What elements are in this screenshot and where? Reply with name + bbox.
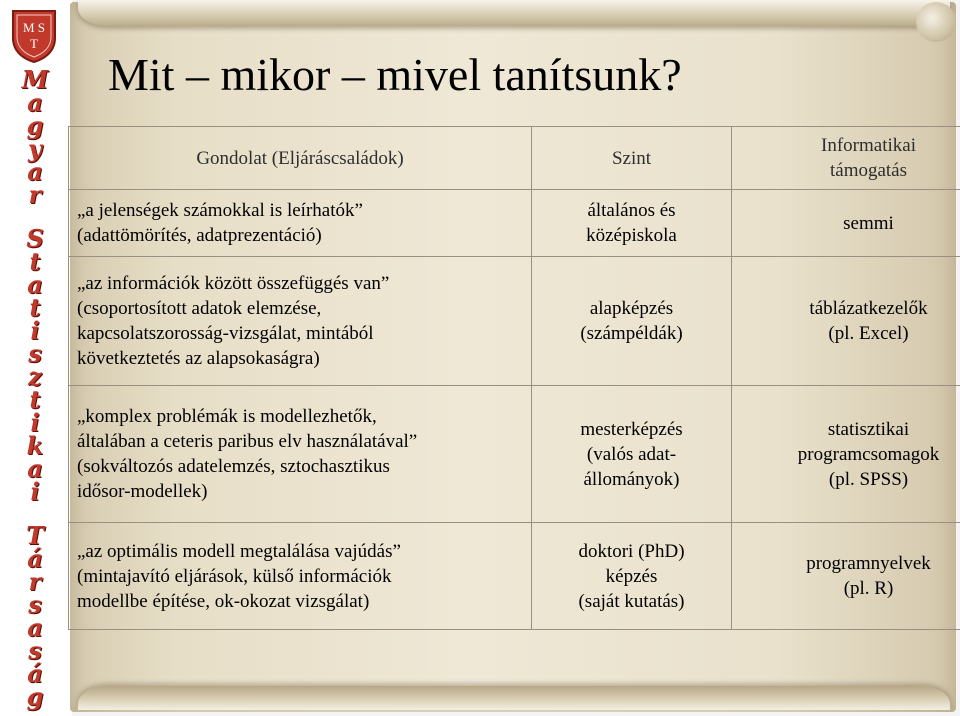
sidebar-letter: a [27, 88, 43, 117]
sidebar-letter: i [30, 408, 40, 437]
cell-line: modellbe építése, ok-okozat vizsgálat) [77, 590, 370, 612]
society-logo [10, 8, 58, 64]
cell-thought [69, 257, 532, 386]
scroll-top-roll [78, 0, 950, 26]
cell-thought [69, 190, 532, 257]
cell-line: általános és [587, 200, 676, 221]
cell-it-support [732, 257, 960, 386]
cell-line: idősor-modellek) [77, 481, 208, 502]
cell-line: állományok) [583, 468, 680, 490]
cell-line: középiskola [586, 225, 677, 246]
sidebar-letter: s [28, 339, 42, 368]
sidebar-letter: S [26, 224, 44, 253]
cell-level [532, 257, 732, 386]
slide-title: Mit – mikor – mivel tanítsunk? [108, 49, 682, 100]
cell-line: „komplex problémák is modellezhetők, [77, 406, 377, 427]
sidebar-letter: r [28, 180, 42, 209]
logo-line-2: T [30, 36, 38, 51]
sidebar-letter: T [26, 521, 44, 550]
cell-line: mesterképzés [580, 418, 683, 440]
cell-line: (sokváltozós adatelemzés, sztochasztikus [77, 456, 390, 477]
sidebar-letter: M [21, 65, 49, 94]
cell-line: „az optimális modell megtalálása vajúdás” [77, 540, 401, 562]
cell-line: doktori (PhD) [578, 540, 685, 562]
cell-line: képzés [605, 565, 658, 587]
cell-line: kapcsolatszorosság-vizsgálat, mintából [77, 323, 374, 344]
teaching-matrix-table [68, 126, 960, 630]
cell-level [532, 190, 732, 257]
cell-line: (számpéldák) [580, 323, 683, 344]
cell-line: (pl. R) [843, 578, 894, 599]
sidebar-letter: a [27, 270, 43, 299]
header-level: Szint [532, 127, 732, 190]
cell-line: „az információk között összefüggés van” [77, 273, 390, 294]
header-it-support [732, 127, 960, 190]
sidebar-letter: i [30, 316, 40, 345]
cell-line: (adattömörítés, adatprezentáció) [77, 225, 322, 246]
sidebar-letter: á [27, 659, 43, 688]
cell-it-support [732, 386, 960, 523]
sidebar-letter: g [26, 111, 44, 140]
cell-line: (mintajavító eljárások, külső információk [77, 565, 392, 587]
logo-line-1: M S [22, 20, 46, 35]
cell-line: (saját kutatás) [578, 590, 685, 612]
sidebar-letter: z [28, 362, 42, 391]
cell-line: semmi [843, 212, 894, 234]
sidebar-letter: t [29, 247, 41, 276]
table-row [69, 257, 960, 386]
cell-line: (csoportosított adatok elemzése, [77, 298, 322, 319]
vertical-society-name [4, 65, 66, 711]
cell-level [532, 386, 732, 523]
table-row [69, 523, 960, 630]
scroll-curl-icon [916, 2, 956, 42]
cell-thought [69, 386, 532, 523]
table-header-row [69, 127, 960, 190]
cell-line: (pl. SPSS) [828, 468, 909, 490]
sidebar-letter: i [30, 477, 40, 506]
cell-line: (pl. Excel) [828, 323, 909, 344]
cell-line: programcsomagok [797, 443, 940, 465]
sidebar-letter: y [28, 134, 42, 163]
cell-line: alapképzés [589, 298, 674, 319]
sidebar-letter: á [27, 544, 43, 573]
shield-logo-icon [10, 8, 58, 64]
header-it-support-line: Informatikai [821, 135, 916, 156]
sidebar-letter: r [28, 567, 42, 596]
sidebar-letter: t [29, 293, 41, 322]
sidebar-letter: a [27, 613, 43, 642]
cell-line: programnyelvek [806, 553, 931, 574]
cell-line: (valós adat- [586, 443, 677, 465]
table-row [69, 190, 960, 257]
cell-line: statisztikai [827, 418, 910, 440]
sidebar-letter: t [29, 385, 41, 414]
sidebar-letter: a [27, 157, 43, 186]
cell-thought [69, 523, 532, 630]
scroll-bottom-roll [78, 686, 950, 710]
cell-line: „a jelenségek számokkal is leírhatók” [77, 200, 363, 221]
sidebar [0, 0, 72, 716]
sidebar-letter: g [26, 682, 44, 711]
sidebar-letter: s [28, 590, 42, 619]
sidebar-letter: s [28, 636, 42, 665]
cell-line: következtetés az alapsokaságra) [77, 348, 320, 369]
cell-it-support [732, 190, 960, 257]
cell-line: táblázatkezelők [809, 298, 928, 319]
header-thought: Gondolat (Eljáráscsaládok) [69, 127, 532, 190]
table-row [69, 386, 960, 523]
cell-line: általában a ceteris paribus elv használatával” [77, 431, 418, 452]
sidebar-letter: a [27, 454, 43, 483]
header-it-support-line: támogatás [829, 160, 908, 181]
cell-it-support [732, 523, 960, 630]
sidebar-letter: k [26, 431, 44, 460]
cell-level [532, 523, 732, 630]
